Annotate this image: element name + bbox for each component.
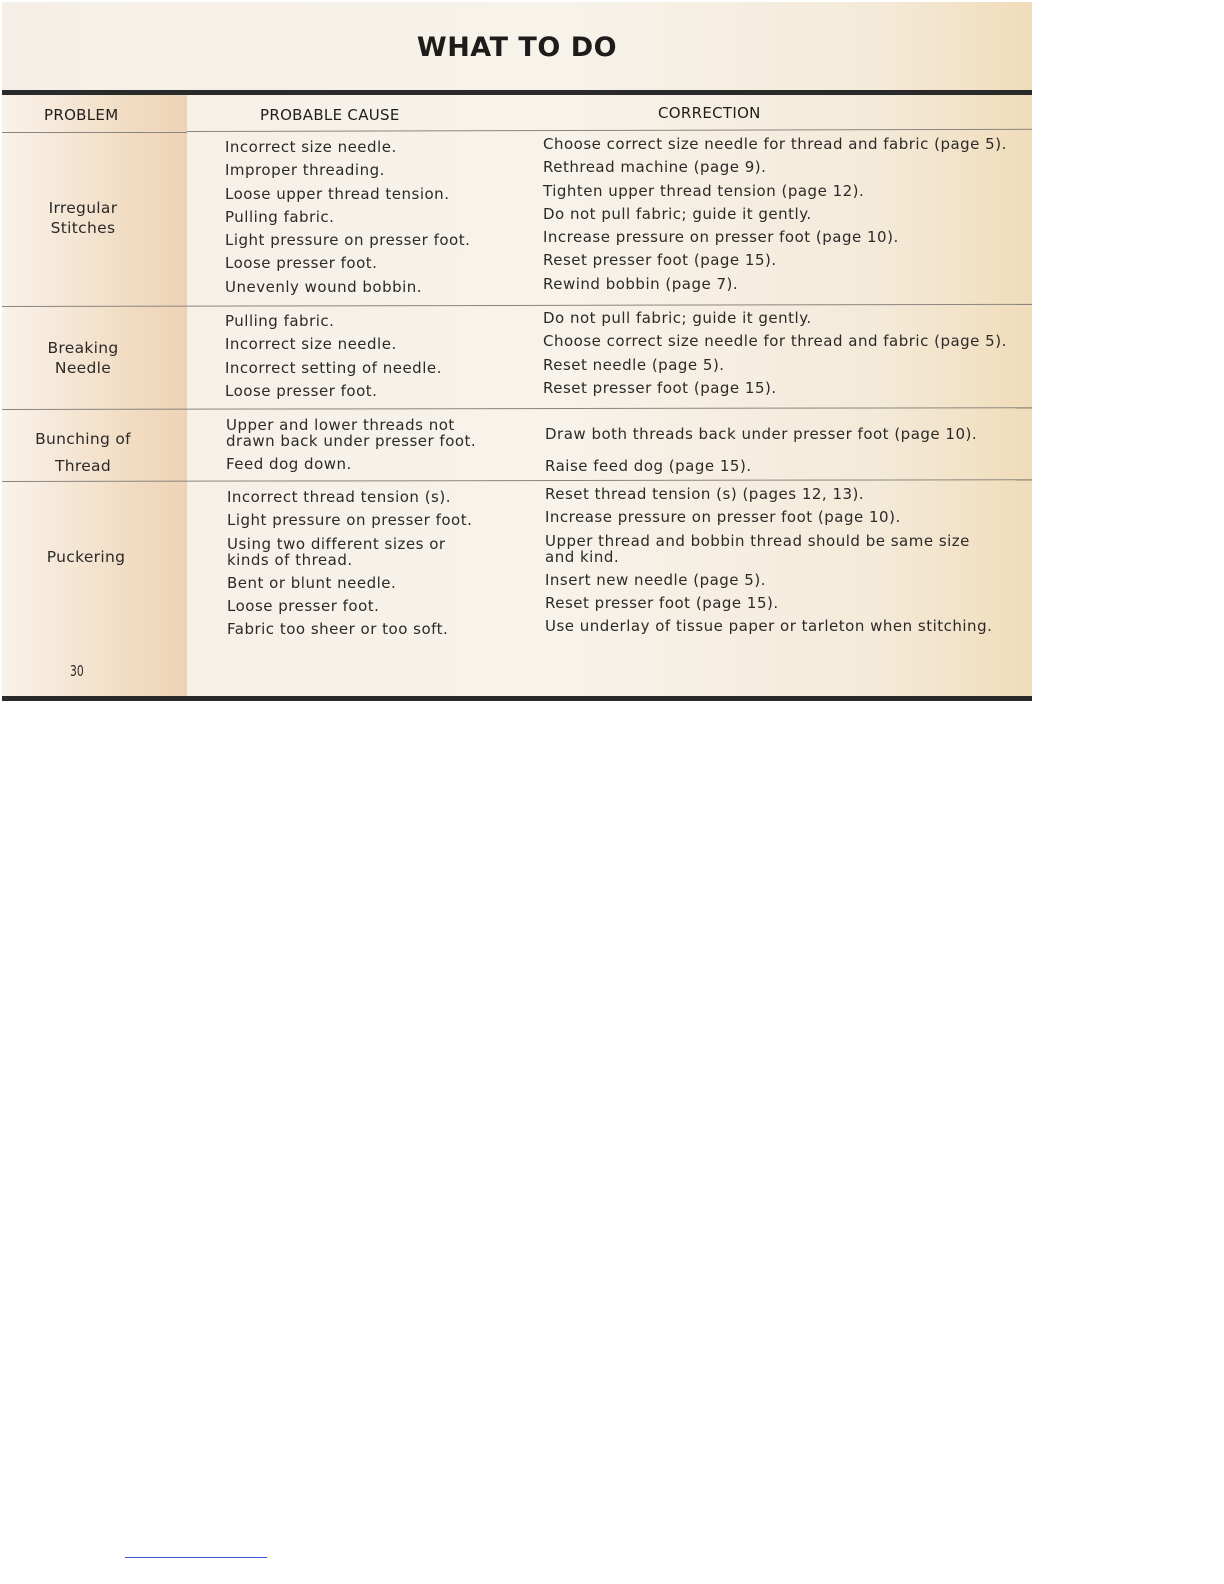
cause-item: Loose presser foot.	[225, 381, 378, 400]
correction-item: Reset presser foot (page 15).	[543, 378, 777, 397]
correction-item: Do not pull fabric; guide it gently.	[543, 309, 812, 327]
problem-irregular-stitches	[2, 198, 164, 238]
cause-item: Unevenly wound bobbin.	[225, 277, 423, 296]
cause-list-puckering	[227, 486, 472, 641]
cause-item: Loose presser foot.	[227, 596, 380, 615]
cause-item: Feed dog down.	[226, 455, 352, 473]
cause-item: Pulling fabric.	[225, 207, 335, 226]
problem-label: Puckering	[46, 548, 126, 566]
correction-item: Reset thread tension (s) (pages 12, 13).	[545, 485, 865, 503]
cause-list-irregular-stitches	[225, 136, 470, 299]
problem-puckering	[5, 547, 167, 567]
correction-item: and kind.	[545, 547, 620, 566]
correction-item: Reset presser foot (page 15).	[543, 251, 777, 270]
problem-bunching-of-thread	[2, 426, 164, 480]
correction-item: Reset needle (page 5).	[543, 355, 725, 374]
problem-label: Thread	[55, 457, 111, 475]
cause-item: Loose presser foot.	[225, 254, 378, 273]
cause-item: Incorrect size needle.	[225, 335, 397, 354]
cause-item: Incorrect size needle.	[225, 138, 397, 156]
cause-item: Incorrect setting of needle.	[225, 358, 442, 377]
problem-label: Needle	[54, 359, 112, 377]
column-header-correction: CORRECTION	[658, 104, 761, 122]
correction-item: Upper thread and bobbin thread should be same size	[545, 531, 970, 550]
correction-item: Raise feed dog (page 15).	[545, 457, 752, 475]
correction-item: Rewind bobbin (page 7).	[543, 274, 739, 293]
row-divider	[2, 132, 187, 133]
problem-label: Bunching of	[35, 430, 131, 448]
correction-item: Insert new needle (page 5).	[545, 570, 766, 589]
cause-item: Pulling fabric.	[225, 312, 335, 330]
correction-item: Increase pressure on presser foot (page 10).	[543, 228, 899, 247]
correction-list-bunching-of-thread	[545, 418, 977, 482]
correction-list-irregular-stitches	[543, 133, 1007, 296]
problem-label: Breaking	[47, 339, 119, 357]
correction-item: Choose correct size needle for thread and fabric (page 5).	[543, 135, 1007, 153]
correction-item: Choose correct size needle for thread and fabric (page 5).	[543, 332, 1007, 351]
correction-list-puckering	[545, 483, 992, 638]
problem-column-band	[2, 95, 187, 696]
column-header-problem: PROBLEM	[44, 106, 119, 124]
cause-item: Upper and lower threads not	[226, 416, 455, 434]
row-divider	[187, 129, 1032, 132]
problem-label: Irregular	[48, 199, 118, 217]
cause-list-bunching-of-thread	[226, 414, 476, 476]
cause-item: kinds of thread.	[227, 550, 353, 569]
correction-list-breaking-needle	[543, 307, 1007, 400]
page-number: 30	[70, 662, 84, 680]
correction-item: Reset presser foot (page 15).	[545, 593, 779, 612]
cause-item: Loose upper thread tension.	[225, 184, 450, 203]
page-title: WHAT TO DO	[416, 32, 618, 63]
manual-page	[2, 2, 1032, 701]
correction-item: Use underlay of tissue paper or tarleton when stitching.	[545, 617, 993, 636]
cause-item: Using two different sizes or	[227, 534, 446, 553]
cause-item: Improper threading.	[225, 161, 385, 180]
correction-item: Increase pressure on presser foot (page 10).	[545, 508, 901, 527]
problem-breaking-needle	[2, 338, 164, 378]
correction-item: Tighten upper thread tension (page 12).	[543, 181, 865, 200]
cause-item: Bent or blunt needle.	[227, 573, 397, 592]
correction-item: Draw both threads back under presser foot (page 10).	[545, 425, 978, 443]
header-rule	[2, 90, 1032, 95]
cause-item: Light pressure on presser foot.	[227, 511, 473, 530]
column-header-probable-cause: PROBABLE CAUSE	[260, 106, 400, 124]
cause-item: Fabric too sheer or too soft.	[227, 620, 449, 639]
footer-link-rule	[125, 1557, 267, 1558]
problem-label: Stitches	[50, 219, 116, 237]
cause-item: Light pressure on presser foot.	[225, 231, 471, 250]
cause-item: Incorrect thread tension (s).	[227, 488, 451, 506]
correction-item: Rethread machine (page 9).	[543, 158, 767, 177]
correction-item: Do not pull fabric; guide it gently.	[543, 204, 812, 223]
cause-list-breaking-needle	[225, 310, 442, 403]
cause-item: drawn back under presser foot.	[226, 432, 477, 450]
